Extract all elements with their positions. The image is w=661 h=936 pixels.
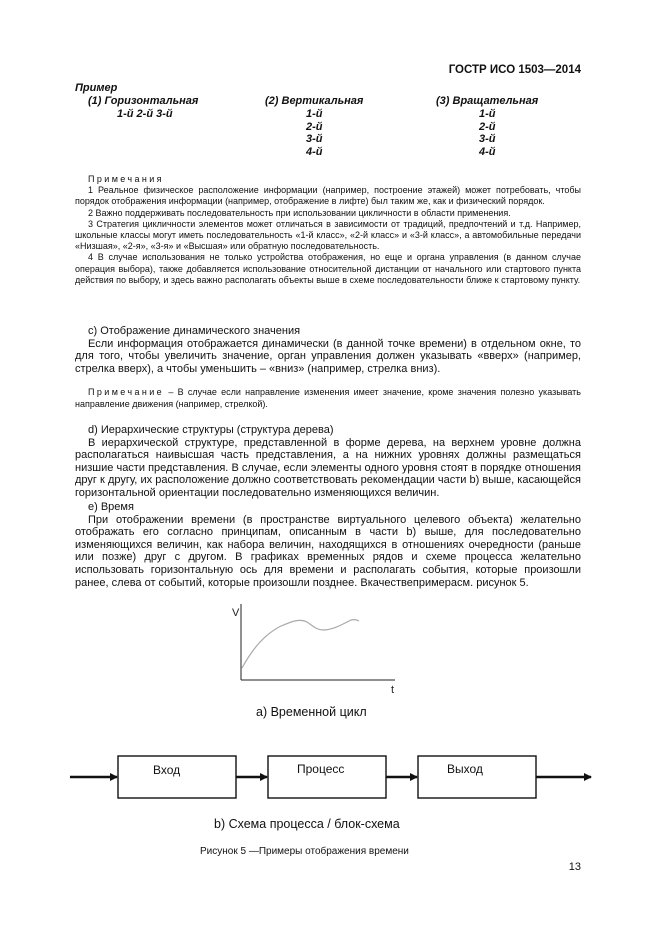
section-c [75, 325, 581, 375]
figure-b-caption: b) Схема процесса / блок-схема [214, 817, 400, 831]
example-col1-items: 1-й 2-й 3-й [117, 108, 173, 120]
figure-a-caption: a) Временной цикл [256, 705, 367, 719]
note-item: 4 В случае использования не только устройства отображения, но еще и органа управления (в данном случае операция выбора), также добавляется использование относительной дистанции от начального или стартового пункта действия по выбору, и здесь важно располагать объекты выше в схеме последовательности ближе к стартовому пункту. [75, 252, 581, 285]
flow-box-process-label: Процесс [297, 762, 345, 776]
notes-block [75, 174, 581, 286]
section-d-text: В иерархической структуре, представленной в форме дерева, на верхнем уровне должна располагаться наивысшая часть представления, а на нижних уровнях должны размещаться низшие части представления. В случае, если элементы одного уровня стоят в порядке отношения друг к другу, их расположение должно соответствовать рекомендации части b) выше, касающейся горизонтальной ориентации последовательно изменяющихся величин. [75, 436, 581, 499]
figure-caption: Рисунок 5 —Примеры отображения времени [200, 846, 409, 857]
section-c-text: Если информация отображается динамически (в данной точке времени) в отдельном окне, то для того, чтобы увеличить значение, орган управления должен указывать «вверх» (например, стрелка вверх), а чтобы уменьшить – «вниз» (например, стрелка вниз). [75, 337, 581, 375]
example-col3-item: 2-й [479, 120, 496, 133]
page-number: 13 [568, 861, 581, 873]
note-item: 2 Важно поддерживать последовательность при использовании цикличности в области применения. [88, 207, 511, 218]
example-col2-item: 3-й [306, 133, 323, 146]
process-flow-diagram [60, 748, 600, 804]
section-c-note [75, 386, 581, 410]
example-col3-title: (3) Вращательная [436, 95, 539, 107]
section-c-note-label: Примечание [88, 387, 165, 397]
section-c-note-text: – В случае если направление изменения имеет значение, кроме значения полезно указывать направление движения (например, стрелкой). [75, 387, 581, 409]
graph-curve [242, 620, 359, 668]
example-col3-item: 4-й [479, 145, 496, 158]
section-e-heading: e) Время [88, 501, 134, 513]
flow-box-input-label: Вход [153, 763, 181, 777]
example-title: Пример [75, 82, 118, 94]
document-header: ГОСТР ИСО 1503—2014 [448, 64, 581, 76]
time-cycle-graph [225, 600, 405, 696]
graph-x-label: t [391, 684, 395, 696]
example-col2-title: (2) Вертикальная [265, 95, 364, 107]
section-e-text: При отображении времени (в пространстве виртуального целевого объекта) желательно отображать его согласно принципам, описанным в части b) выше, для последовательно изменяющихся величин, как набора величин, находящихся в отношениях очередности (раньше или позже) друг с другом. В графиках временных рядов и схеме процесса желательно использовать горизонтальную ось для времени и располагать события, которые произошли ранее, слева от событий, которые произошли позднее. Вкачествепримерасм. рисунок 5. [75, 513, 581, 589]
example-col2-item: 4-й [306, 145, 323, 158]
notes-title: Примечания [88, 174, 164, 184]
section-d-heading: d) Иерархические структуры (структура дерева) [88, 424, 334, 436]
note-item: 3 Стратегия цикличности элементов может отличаться в зависимости от традиций, предпочтений и т.д. Например, школьные классы могут иметь последовательность «1-й класс», «2-й класс» и «3-й класс», а автомобильные передачи «Низшая», «2-я», «3-я» и «Высшая» или обратную последовательность. [75, 218, 581, 252]
note-item: 1 Реальное физическое расположение информации (например, построение этажей) может потребовать, чтобы порядок отображения информации (например, отображение в лифте) был таким же, как и физический порядок. [75, 185, 581, 207]
section-d [75, 424, 581, 500]
example-col1-title: (1) Горизонтальная [88, 95, 199, 107]
graph-y-label: V [232, 607, 240, 619]
example-col3-list [479, 108, 496, 158]
example-col3-item: 1-й [479, 108, 496, 120]
section-c-heading: c) Отображение динамического значения [88, 325, 301, 337]
example-col2-item: 2-й [306, 120, 323, 133]
section-e [75, 501, 581, 589]
example-col2-list [306, 108, 323, 158]
example-col2-item: 1-й [306, 108, 323, 120]
flow-box-output-label: Выход [447, 762, 483, 776]
example-col3-item: 3-й [479, 133, 496, 146]
